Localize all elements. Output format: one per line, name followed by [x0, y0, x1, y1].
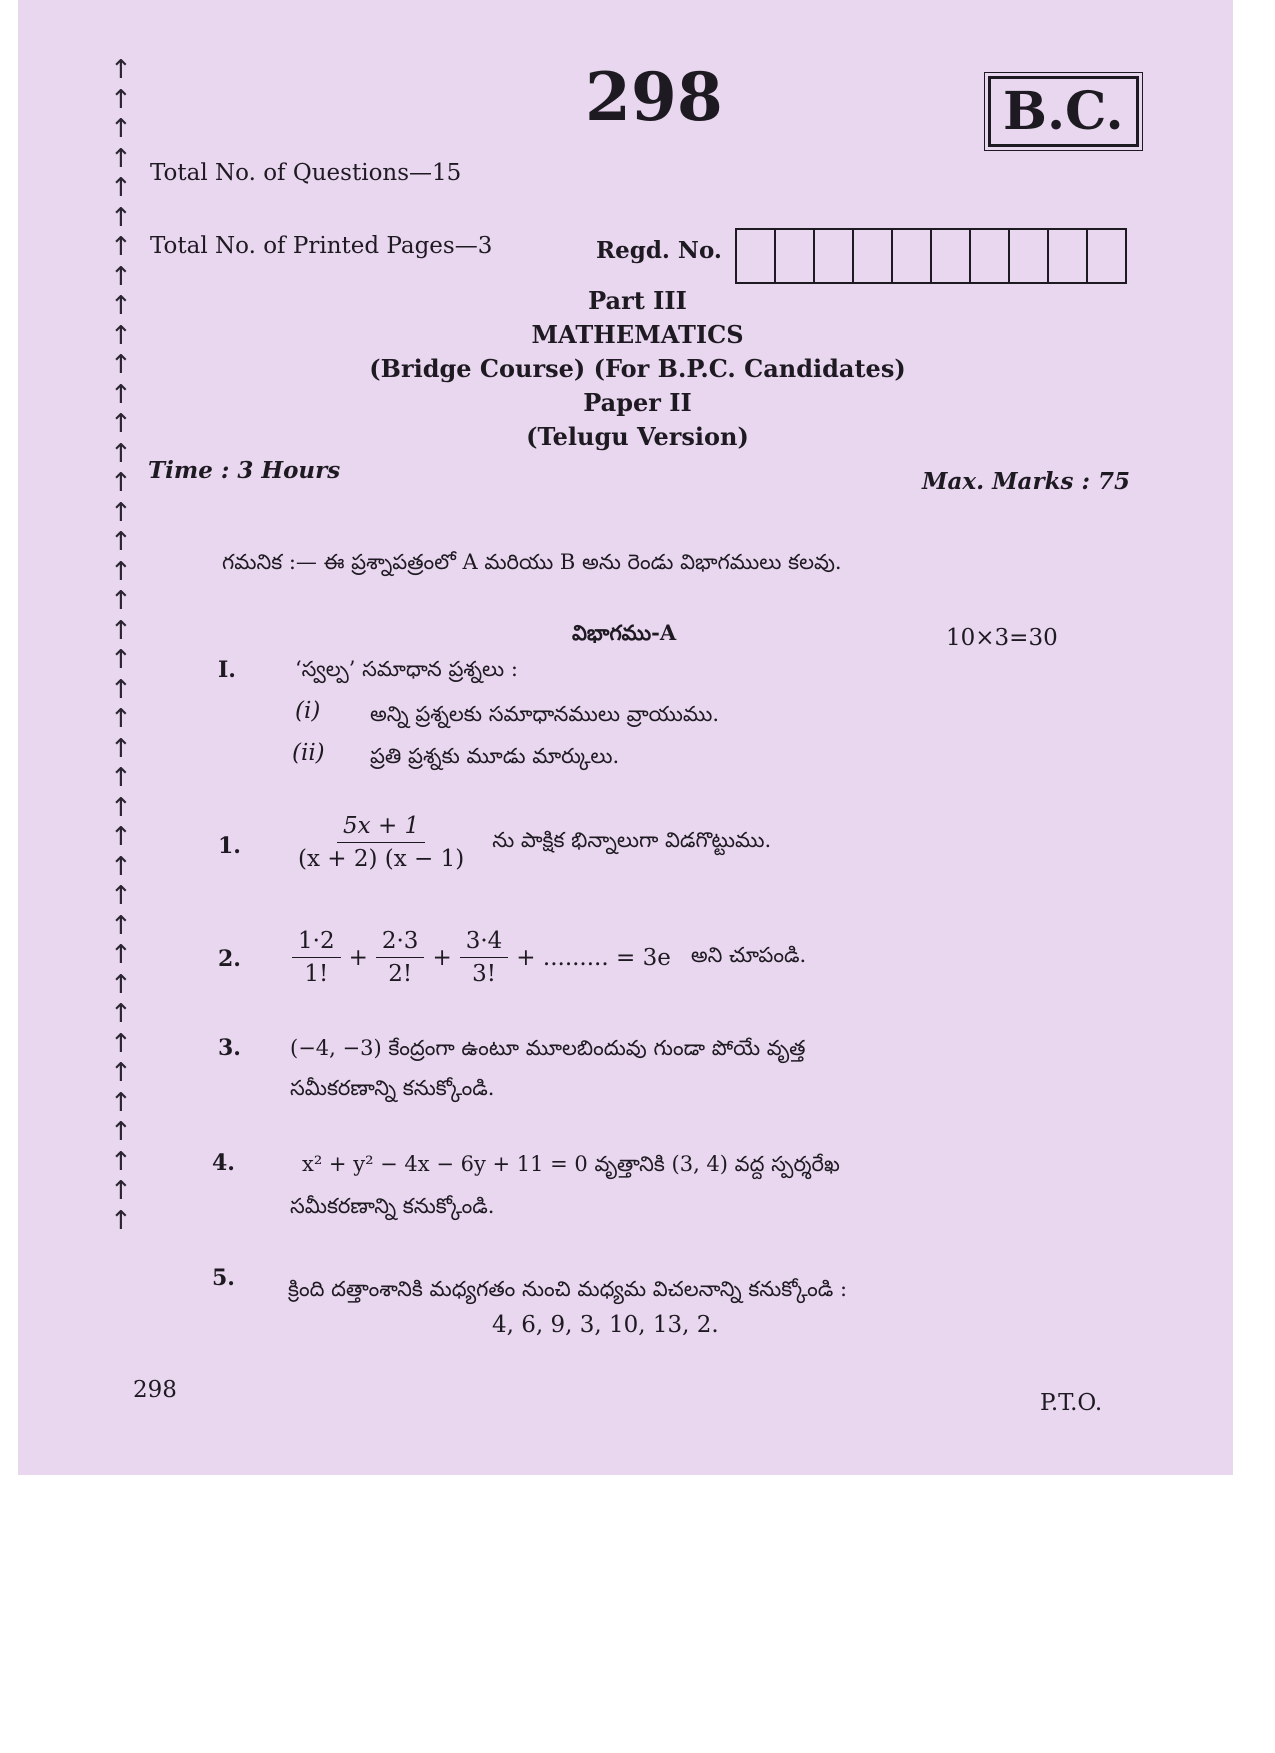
arrow-icon: ↑ — [110, 438, 132, 469]
arrow-icon: ↑ — [110, 1058, 132, 1088]
arrow-icon: ↑ — [110, 615, 132, 646]
arrow-icon: ↑ — [110, 320, 132, 351]
arrow-icon: ↑ — [110, 232, 132, 262]
instruction-1-label: (i) — [295, 698, 321, 724]
arrow-icon: ↑ — [110, 822, 132, 852]
regd-label: Regd. No. — [596, 237, 722, 264]
arrow-icon: ↑ — [110, 556, 132, 587]
stream-badge: B.C. — [988, 76, 1139, 147]
arrow-icon: ↑ — [110, 1176, 132, 1206]
fraction-denominator: 1! — [304, 961, 329, 987]
question-3-line-2: సమీకరణాన్ని కనుక్కోండి. — [290, 1076, 495, 1100]
arrow-icon: ↑ — [110, 468, 132, 498]
arrow-icon: ↑ — [110, 704, 132, 734]
fraction-numerator: 5x + 1 — [337, 813, 425, 843]
subject-title: MATHEMATICS — [531, 320, 744, 349]
footer-pto: P.T.O. — [1040, 1390, 1103, 1416]
fraction-numerator: 1·2 — [292, 928, 341, 958]
fraction-denominator: 2! — [388, 961, 413, 987]
question-4-line-2: సమీకరణాన్ని కనుక్కోండి. — [290, 1194, 495, 1218]
plus-sign: + — [348, 944, 368, 971]
arrow-icon: ↑ — [110, 143, 132, 174]
fraction — [460, 928, 509, 987]
fraction — [292, 813, 470, 872]
question-3-line-1: (−4, −3) కేంద్రంగా ఉంటూ మూలబిందువు గుండా పోయే వృత్త — [290, 1036, 806, 1060]
course-title: (Bridge Course) (For B.P.C. Candidates) — [369, 354, 906, 383]
arrow-icon: ↑ — [110, 527, 132, 557]
regd-number-boxes[interactable] — [735, 228, 1127, 284]
arrow-icon: ↑ — [110, 763, 132, 793]
arrow-icon: ↑ — [110, 999, 132, 1029]
arrow-icon: ↑ — [110, 969, 132, 1000]
exam-sheet — [18, 0, 1233, 1475]
note: గమనిక :— ఈ ప్రశ్నాపత్రంలో A మరియు B అను రెండు విభాగములు కలవు. — [222, 550, 842, 574]
paper-code: 298 — [585, 58, 723, 136]
arrow-icon: ↑ — [110, 55, 132, 85]
arrow-icon: ↑ — [110, 1028, 132, 1059]
question-4-line-1: x² + y² − 4x − 6y + 11 = 0 వృత్తానికి (3, 4) వద్ద స్పర్శరేఖ — [302, 1152, 840, 1176]
fraction-denominator: (x + 2) (x − 1) — [298, 846, 465, 872]
fraction-numerator: 3·4 — [460, 928, 509, 958]
margin-arrows — [110, 56, 146, 1236]
arrow-icon: ↑ — [110, 851, 132, 882]
max-marks: Max. Marks : 75 — [922, 468, 1130, 495]
instruction-1: అన్ని ప్రశ్నలకు సమాధానములు వ్రాయుము. — [370, 702, 720, 726]
time-label: Time : 3 Hours — [148, 457, 341, 484]
arrow-icon: ↑ — [110, 261, 132, 292]
instruction-heading: ‘స్వల్ప’ సమాధాన ప్రశ్నలు : — [295, 657, 518, 681]
instruction-2: ప్రతి ప్రశ్నకు మూడు మార్కులు. — [370, 744, 620, 768]
arrow-icon: ↑ — [110, 586, 132, 616]
arrow-icon: ↑ — [110, 1087, 132, 1118]
question-5-line-1: క్రింది దత్తాంశానికి మధ్యగతం నుంచి మధ్యమ విచలనాన్ని కనుక్కోండి : — [288, 1277, 848, 1301]
fraction — [376, 928, 425, 987]
arrow-icon: ↑ — [110, 881, 132, 911]
arrow-icon: ↑ — [110, 497, 132, 528]
question-1 — [292, 813, 771, 872]
plus-sign: + — [432, 944, 452, 971]
question-5-data: 4, 6, 9, 3, 10, 13, 2. — [492, 1312, 719, 1338]
arrow-icon: ↑ — [110, 1117, 132, 1147]
total-questions: Total No. of Questions—15 — [150, 160, 462, 186]
arrow-icon: ↑ — [110, 733, 132, 764]
arrow-icon: ↑ — [110, 291, 132, 321]
fraction-denominator: 3! — [472, 961, 496, 987]
instruction-number: I. — [218, 657, 236, 683]
arrow-icon: ↑ — [110, 202, 132, 233]
part-title: Part III — [588, 286, 687, 315]
question-number: 3. — [218, 1035, 241, 1061]
question-2 — [292, 928, 806, 987]
question-number: 1. — [218, 833, 241, 859]
arrow-icon: ↑ — [110, 1146, 132, 1177]
arrow-icon: ↑ — [110, 409, 132, 439]
paper-title: Paper II — [583, 388, 692, 417]
series-tail: + ......... = 3e — [516, 944, 671, 971]
question-text: అని చూపండి. — [690, 942, 807, 967]
arrow-icon: ↑ — [110, 84, 132, 115]
question-text: ను పాక్షిక భిన్నాలుగా విడగొట్టుము. — [492, 827, 772, 852]
arrow-icon: ↑ — [110, 674, 132, 705]
question-number: 5. — [212, 1265, 235, 1291]
question-number: 2. — [218, 946, 241, 972]
section-marks: 10×3=30 — [946, 625, 1058, 651]
arrow-icon: ↑ — [110, 792, 132, 823]
section-title: విభాగము-A — [572, 620, 677, 645]
fraction — [292, 928, 341, 987]
arrow-icon: ↑ — [110, 379, 132, 410]
version-title: (Telugu Version) — [526, 422, 749, 451]
arrow-icon: ↑ — [110, 910, 132, 941]
arrow-icon: ↑ — [110, 350, 132, 380]
fraction-numerator: 2·3 — [376, 928, 425, 958]
footer-code: 298 — [133, 1377, 177, 1403]
instruction-2-label: (ii) — [292, 740, 325, 766]
arrow-icon: ↑ — [110, 173, 132, 203]
question-number: 4. — [212, 1150, 235, 1176]
arrow-icon: ↑ — [110, 645, 132, 675]
arrow-icon: ↑ — [110, 940, 132, 970]
arrow-icon: ↑ — [110, 114, 132, 144]
total-pages: Total No. of Printed Pages—3 — [150, 233, 493, 259]
arrow-icon: ↑ — [110, 1205, 132, 1236]
